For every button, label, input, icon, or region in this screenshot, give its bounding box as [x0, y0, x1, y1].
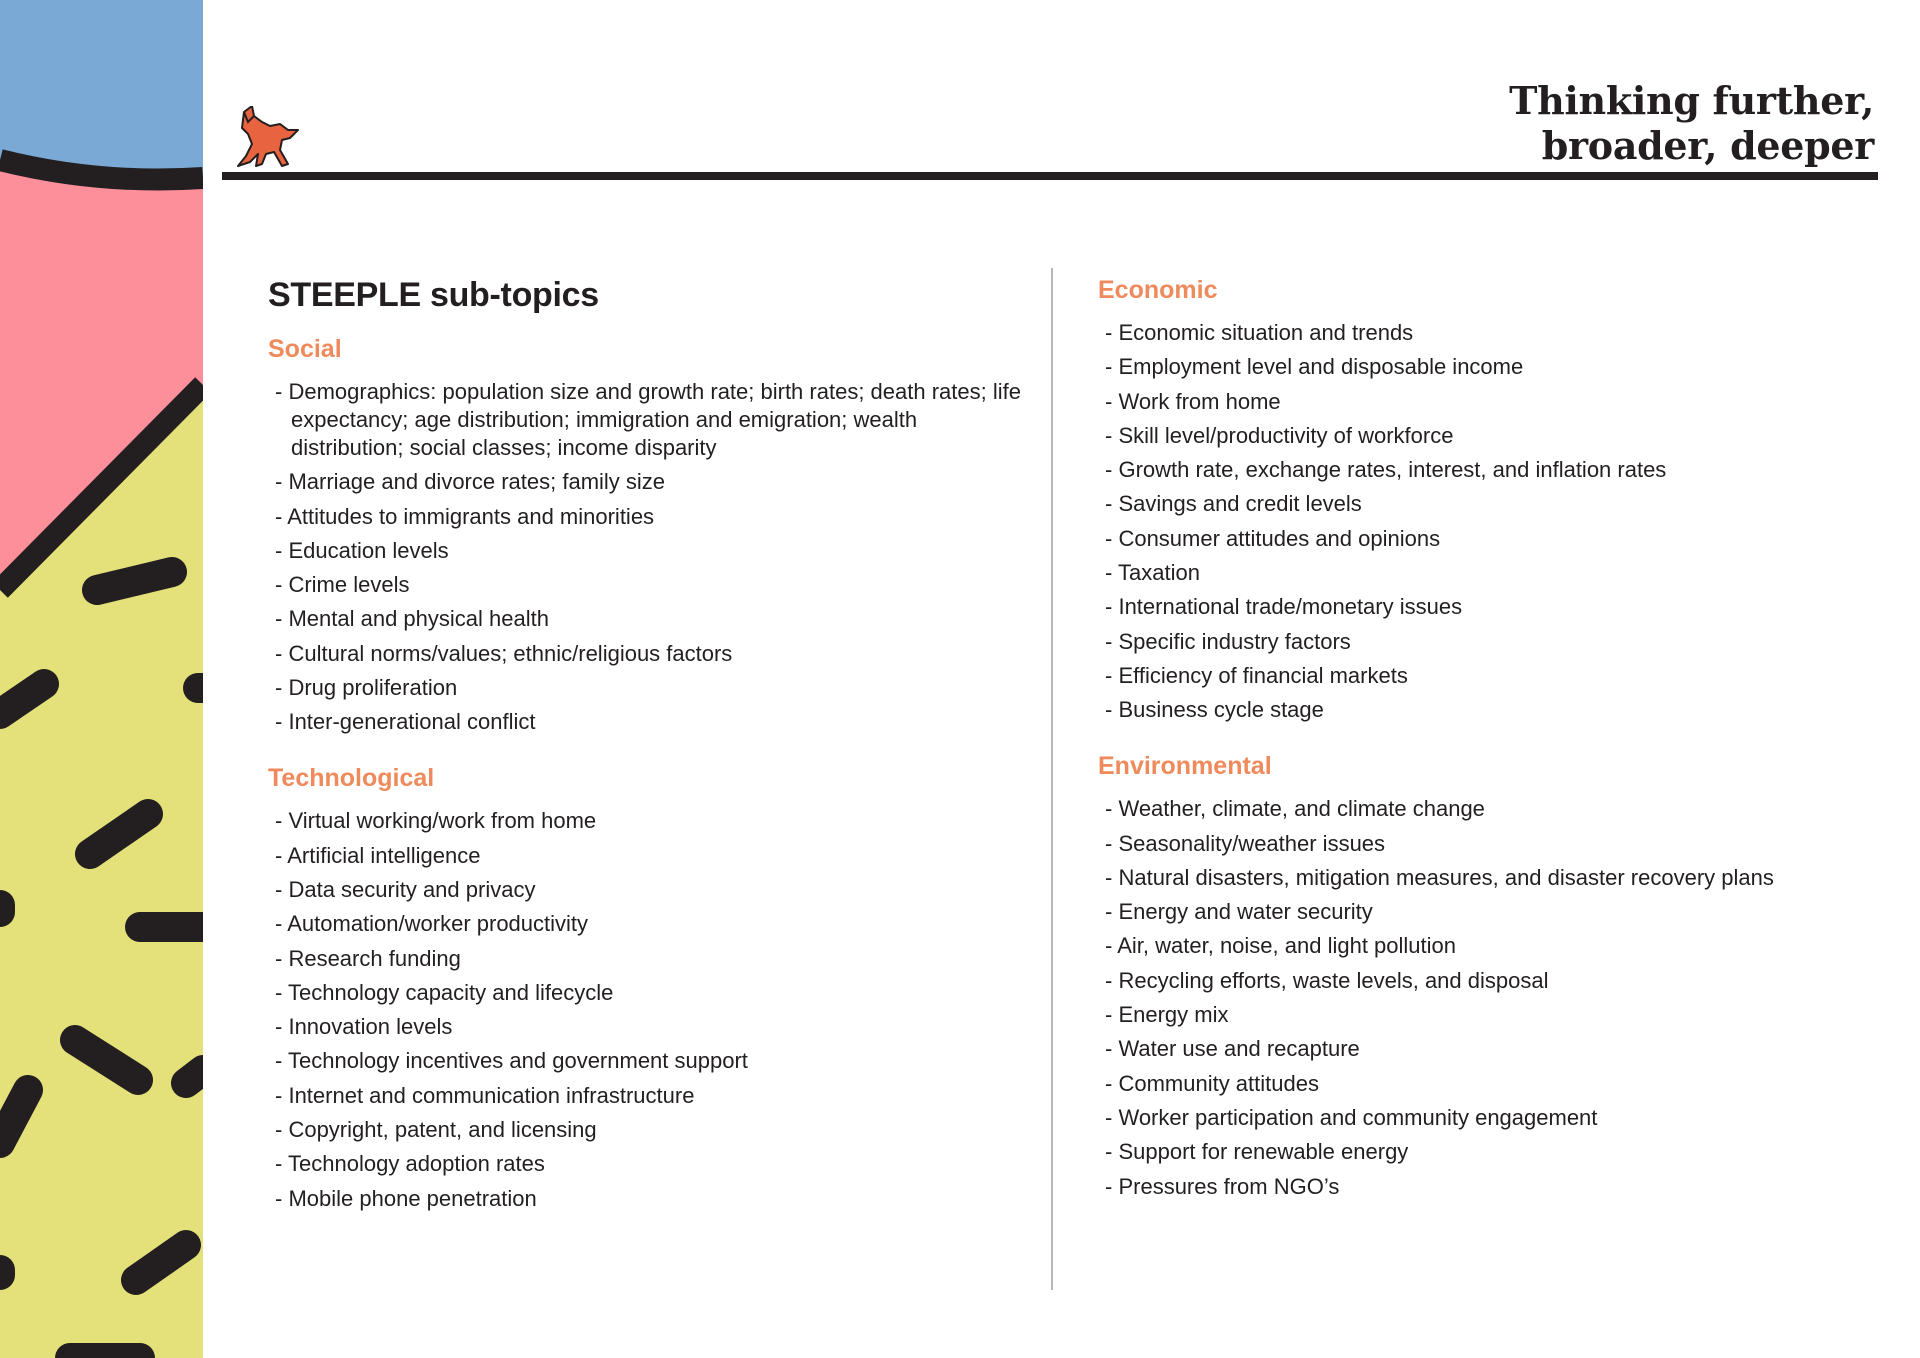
technological-list	[268, 807, 1028, 1212]
section-heading-technological: Technological	[268, 764, 435, 793]
list-item: - Mental and physical health	[275, 605, 1028, 633]
list-item: - Air, water, noise, and light pollution	[1105, 932, 1878, 960]
list-item: - Crime levels	[275, 571, 1028, 599]
header-rule	[222, 172, 1878, 180]
list-item: - Virtual working/work from home	[275, 807, 1028, 835]
right-column	[1098, 268, 1878, 1229]
list-item: - Automation/worker productivity	[275, 910, 1028, 938]
list-item: - Innovation levels	[275, 1013, 1028, 1041]
section-economic	[1098, 276, 1878, 724]
section-heading-social: Social	[268, 335, 342, 363]
column-divider	[1051, 268, 1053, 1290]
list-item: - Natural disasters, mitigation measures, and disaster recovery plans	[1105, 864, 1878, 892]
list-item: - Growth rate, exchange rates, interest, and inflation rates	[1105, 456, 1878, 484]
list-item: - Drug proliferation	[275, 674, 1028, 702]
list-item: - Education levels	[275, 537, 1028, 565]
list-item: - Seasonality/weather issues	[1105, 830, 1878, 858]
social-list	[268, 378, 1028, 736]
list-item: - Data security and privacy	[275, 876, 1028, 904]
list-item: - Weather, climate, and climate change	[1105, 795, 1878, 823]
list-item: - Support for renewable energy	[1105, 1138, 1878, 1166]
section-technological	[268, 764, 1028, 1212]
page-title: STEEPLE sub-topics	[268, 276, 599, 314]
list-item: - Copyright, patent, and licensing	[275, 1116, 1028, 1144]
list-item: - Specific industry factors	[1105, 628, 1878, 656]
list-item: - Consumer attitudes and opinions	[1105, 525, 1878, 553]
list-item: - Recycling efforts, waste levels, and disposal	[1105, 967, 1878, 995]
decorative-side-band	[0, 0, 203, 1358]
section-heading-economic: Economic	[1098, 276, 1218, 304]
list-item: - Economic situation and trends	[1105, 319, 1878, 347]
environmental-list	[1098, 795, 1878, 1200]
section-social	[268, 335, 1028, 736]
section-heading-environmental: Environmental	[1098, 752, 1272, 781]
tagline-line-1: Thinking further,	[1509, 78, 1874, 123]
list-item: - Marriage and divorce rates; family size	[275, 468, 1028, 496]
list-item: - Inter-generational conflict	[275, 708, 1028, 736]
list-item: - Technology incentives and government support	[275, 1047, 1028, 1075]
section-environmental	[1098, 752, 1878, 1200]
list-item: - Water use and recapture	[1105, 1035, 1878, 1063]
list-item: - Technology adoption rates	[275, 1150, 1028, 1178]
list-item: - Community attitudes	[1105, 1070, 1878, 1098]
fox-icon	[232, 106, 300, 170]
list-item: - Work from home	[1105, 388, 1878, 416]
list-item: - Worker participation and community engagement	[1105, 1104, 1878, 1132]
list-item: - Savings and credit levels	[1105, 490, 1878, 518]
list-item: - Attitudes to immigrants and minorities	[275, 503, 1028, 531]
list-item: - Business cycle stage	[1105, 696, 1878, 724]
economic-list	[1098, 319, 1878, 724]
list-item: - Mobile phone penetration	[275, 1185, 1028, 1213]
list-item: - Demographics: population size and growth rate; birth rates; death rates; life expectancy; age distribution; immigration and emigration; wealth distribution; social classes; income disparity	[275, 378, 1028, 462]
list-item: - Energy mix	[1105, 1001, 1878, 1029]
list-item: - Internet and communication infrastructure	[275, 1082, 1028, 1110]
list-item: - Technology capacity and lifecycle	[275, 979, 1028, 1007]
list-item: - Taxation	[1105, 559, 1878, 587]
list-item: - Energy and water security	[1105, 898, 1878, 926]
list-item: - Research funding	[275, 945, 1028, 973]
list-item: - International trade/monetary issues	[1105, 593, 1878, 621]
left-column	[268, 268, 1028, 1241]
tagline-line-2: broader, deeper	[1541, 123, 1874, 168]
list-item: - Employment level and disposable income	[1105, 353, 1878, 381]
list-item: - Cultural norms/values; ethnic/religious factors	[275, 640, 1028, 668]
list-item: - Pressures from NGO’s	[1105, 1173, 1878, 1201]
tagline	[1509, 78, 1874, 168]
list-item: - Skill level/productivity of workforce	[1105, 422, 1878, 450]
list-item: - Efficiency of financial markets	[1105, 662, 1878, 690]
list-item: - Artificial intelligence	[275, 842, 1028, 870]
